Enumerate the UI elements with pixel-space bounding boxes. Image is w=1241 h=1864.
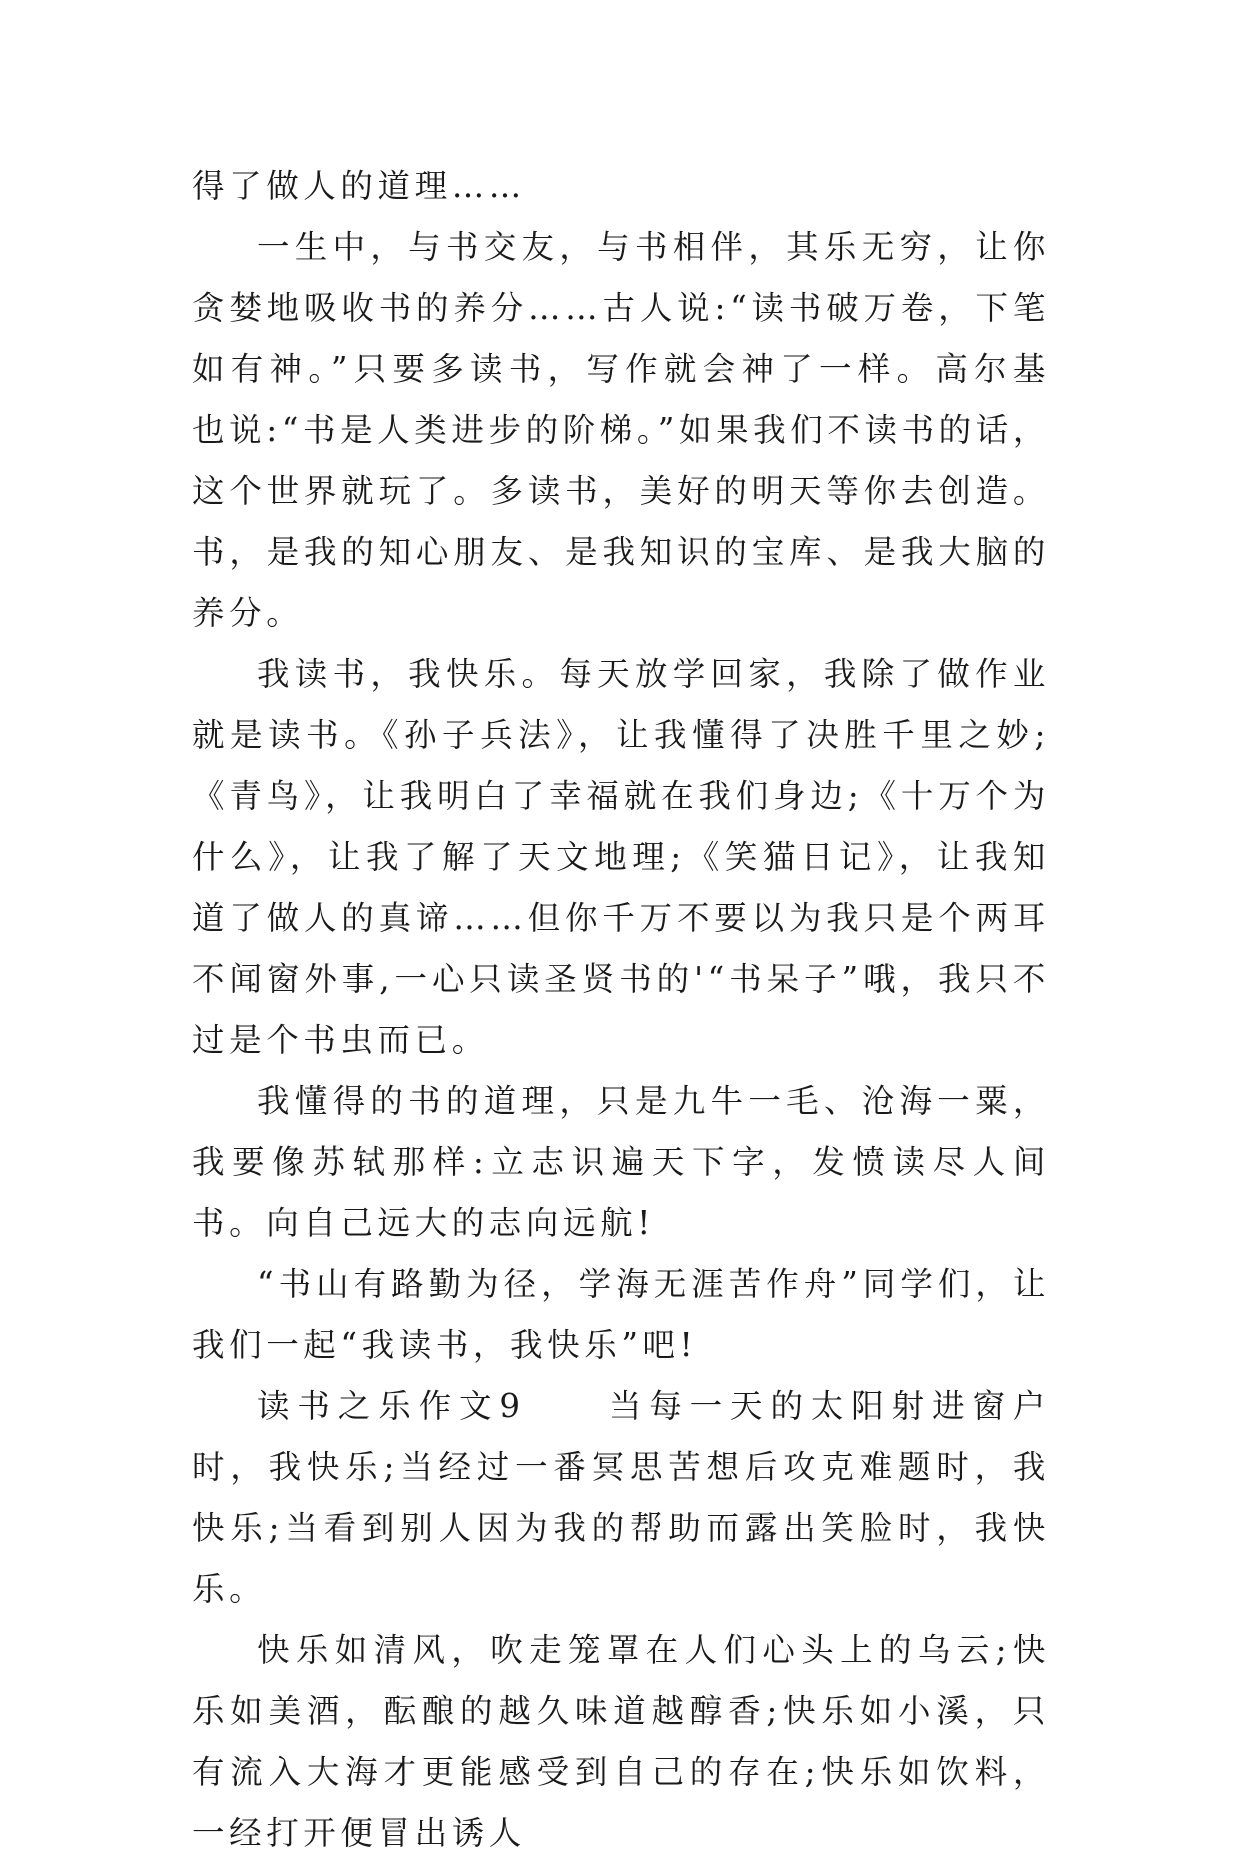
paragraph-7: 快乐如清风，吹走笼罩在人们心头上的乌云;快乐如美酒，酝酿的越久味道越醇香;快乐如小溪，只有流入大海才更能感受到自己的存在;快乐如饮料，一经打开便冒出诱人 [192, 1631, 1050, 1852]
document-page [192, 156, 1050, 1864]
paragraph-2: 一生中，与书交友，与书相伴，其乐无穷，让你贪婪地吸收书的养分……古人说:“读书破万卷，下笔如有神。”只要多读书，写作就会神了一样。高尔基也说:“书是人类进步的阶梯。”如果我们不读书的话，这个世界就玩了。多读书，美好的明天等你去创造。书，是我的知心朋友、是我知识的宝库、是我大脑的养分。 [192, 228, 1050, 632]
paragraph-4: 我懂得的书的道理，只是九牛一毛、沧海一粟，我要像苏轼那样:立志识遍天下字，发愤读尽人间书。向自己远大的志向远航! [192, 1082, 1050, 1242]
paragraph-1: 得了做人的道理…… [192, 167, 526, 205]
paragraph-6: 读书之乐作文9 当每一天的太阳射进窗户时，我快乐;当经过一番冥思苦想后攻克难题时，我快乐;当看到别人因为我的帮助而露出笑脸时，我快乐。 [192, 1387, 1050, 1608]
paragraph-3: 我读书，我快乐。每天放学回家，我除了做作业就是读书。《孙子兵法》，让我懂得了决胜千里之妙;《青鸟》，让我明白了幸福就在我们身边;《十万个为什么》，让我了解了天文地理;《笑猫日记》，让我知道了做人的真谛……但你千万不要以为我只是个两耳不闻窗外事,一心只读圣贤书的'“书呆子”哦，我只不过是个书虫而已。 [192, 655, 1050, 1059]
paragraph-5: “书山有路勤为径，学海无涯苦作舟”同学们，让我们一起“我读书，我快乐”吧! [192, 1265, 1050, 1364]
